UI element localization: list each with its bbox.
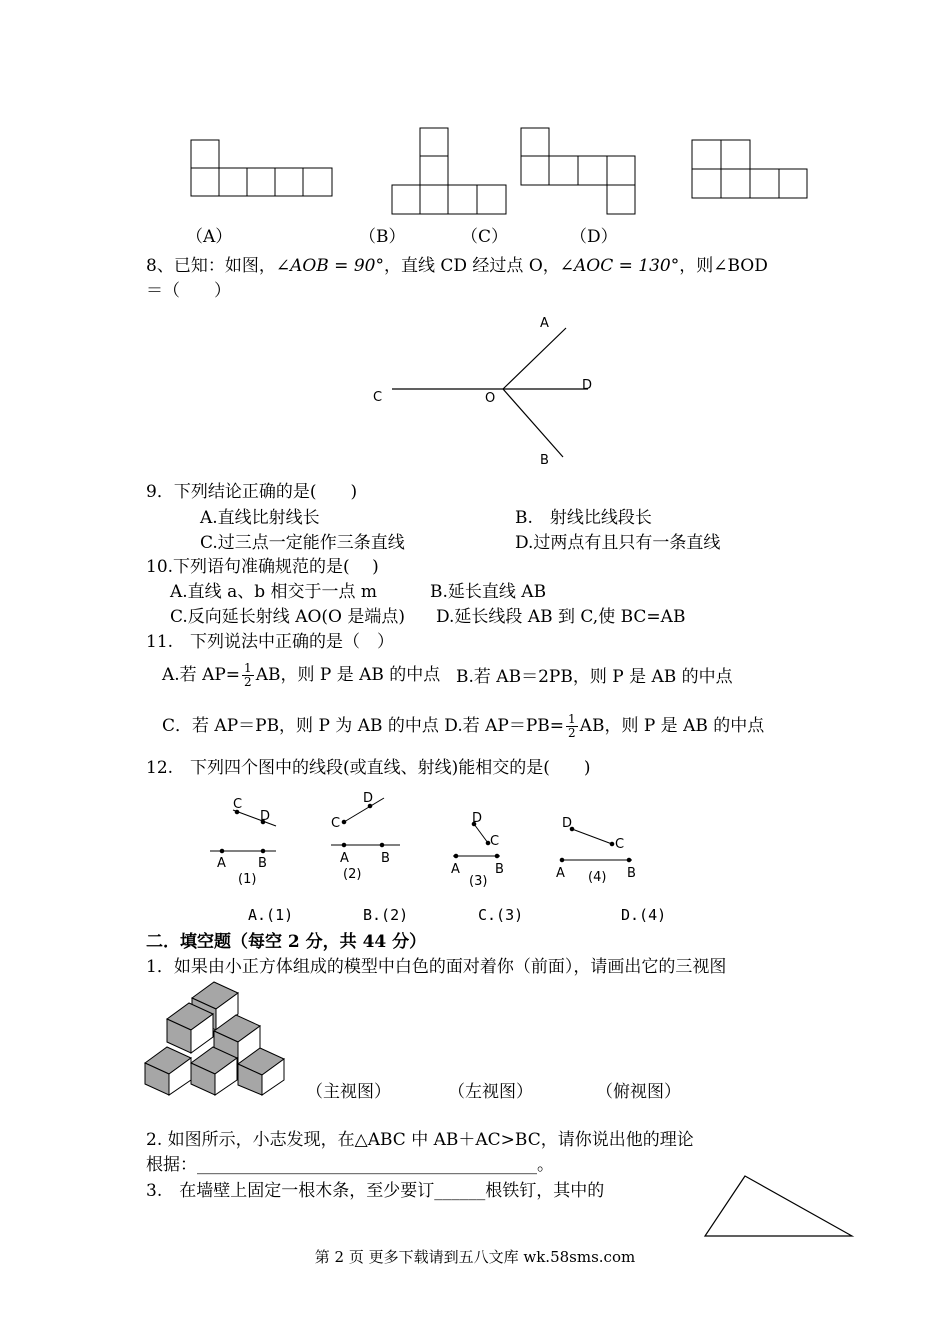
q9-option-b: B. 射线比线段长	[515, 508, 652, 528]
option-a-label: （A）	[186, 227, 233, 247]
q8-angle-aoc: ∠AOC = 130°	[559, 256, 680, 276]
fig2-label-d: D	[363, 791, 374, 806]
fig3-caption: (3)	[469, 874, 488, 889]
label-d: D	[582, 378, 593, 393]
fig2-label-a: A	[340, 851, 349, 866]
fig2-label-b: B	[381, 851, 390, 866]
left-view-label: （左视图）	[448, 1082, 533, 1102]
q9-option-a: A.直线比射线长	[200, 508, 320, 528]
fig2-caption: (2)	[343, 867, 362, 882]
top-view-label: （俯视图）	[596, 1082, 681, 1102]
fig3-label-d: D	[472, 811, 483, 826]
section-2-heading: 二．填空题（每空 2 分，共 44 分）	[146, 932, 427, 952]
q8-prefix: 8、已知：如图，	[146, 256, 276, 276]
q11-option-b: B.若 AB＝2PB，则 P 是 AB 的中点	[456, 667, 733, 687]
q10-option-b: B.延长直线 AB	[430, 582, 547, 602]
frac-num-2: 1	[568, 712, 576, 726]
fill-question-2-line1: 2. 如图所示，小志发现，在△ABC 中 AB＋AC>BC，请你说出他的理论	[146, 1130, 694, 1150]
label-o: O	[485, 391, 496, 406]
option-b-label: （B）	[359, 227, 406, 247]
q11-d-post: AB，则 P 是 AB 的中点	[579, 716, 765, 736]
fig4-label-c: C	[615, 837, 625, 852]
fig4-label-a: A	[556, 866, 565, 881]
fig4-caption: (4)	[588, 870, 607, 885]
option-d-label: （D）	[570, 227, 618, 247]
fig1-label-d: D	[260, 809, 271, 824]
front-view-label: （主视图）	[306, 1082, 391, 1102]
fill-question-1: 1．如果由小正方体组成的模型中白色的面对着你（前面），请画出它的三视图	[146, 957, 727, 977]
q10-option-d: D.延长线段 AB 到 C,使 BC=AB	[436, 607, 686, 627]
question-10-stem: 10.下列语句准确规范的是( )	[146, 557, 379, 577]
q10-option-a: A.直线 a、b 相交于一点 m	[170, 582, 378, 602]
fig2-label-c: C	[331, 816, 341, 831]
fig1-caption: (1)	[238, 872, 257, 887]
fig3-label-c: C	[490, 834, 500, 849]
q10-option-c: C.反向延长射线 AO(O 是端点)	[170, 607, 406, 627]
fig1-label-c: C	[233, 797, 243, 812]
q9-option-c: C.过三点一定能作三条直线	[200, 533, 405, 553]
q12-option-a: A.(1)	[248, 906, 294, 924]
page-footer: 第 2 页 更多下载请到五八文库 wk.58sms.com	[314, 1248, 636, 1266]
frac-num: 1	[244, 661, 252, 675]
q9-option-d: D.过两点有且只有一条直线	[515, 533, 721, 553]
label-a: A	[540, 316, 549, 331]
q11-d-pre: D.若 AP＝PB=	[444, 716, 565, 736]
q11-option-c: C．若 AP＝PB，则 P 为 AB 的中点	[162, 716, 439, 736]
label-b: B	[540, 453, 549, 468]
question-12-stem: 12. 下列四个图中的线段(或直线、射线)能相交的是( )	[146, 758, 591, 778]
frac-den: 2	[244, 675, 252, 689]
q12-option-d: D.(4)	[621, 906, 667, 924]
label-c: C	[373, 390, 383, 405]
q12-option-b: B.(2)	[363, 906, 409, 924]
q8-mid: ，直线 CD 经过点 O，	[383, 256, 560, 276]
option-c-label: （C）	[461, 227, 509, 247]
q11-a-post: AB，则 P 是 AB 的中点	[255, 665, 441, 685]
question-9-stem: 9．下列结论正确的是( )	[146, 482, 358, 502]
fig1-label-b: B	[258, 856, 267, 871]
fig3-label-b: B	[495, 862, 504, 877]
fig4-label-d: D	[562, 816, 573, 831]
q8-angle-aob: ∠AOB = 90°	[275, 256, 384, 276]
q12-option-c: C.(3)	[478, 906, 524, 924]
q8-suffix: ，则∠BOD	[679, 256, 768, 276]
frac-den-2: 2	[568, 726, 576, 740]
fig1-label-a: A	[217, 856, 226, 871]
fill-question-3: 3. 在墙壁上固定一根木条，至少要订______根铁钉，其中的	[146, 1181, 605, 1201]
question-8-line2: ＝（ ）	[146, 281, 231, 301]
question-11-stem: 11. 下列说法中正确的是（ ）	[146, 632, 395, 652]
fig4-label-b: B	[627, 866, 636, 881]
fill-question-2-line2: 根据：________________________________________。	[146, 1155, 554, 1175]
q11-a-pre: A.若 AP=	[162, 665, 241, 685]
fig3-label-a: A	[451, 862, 460, 877]
